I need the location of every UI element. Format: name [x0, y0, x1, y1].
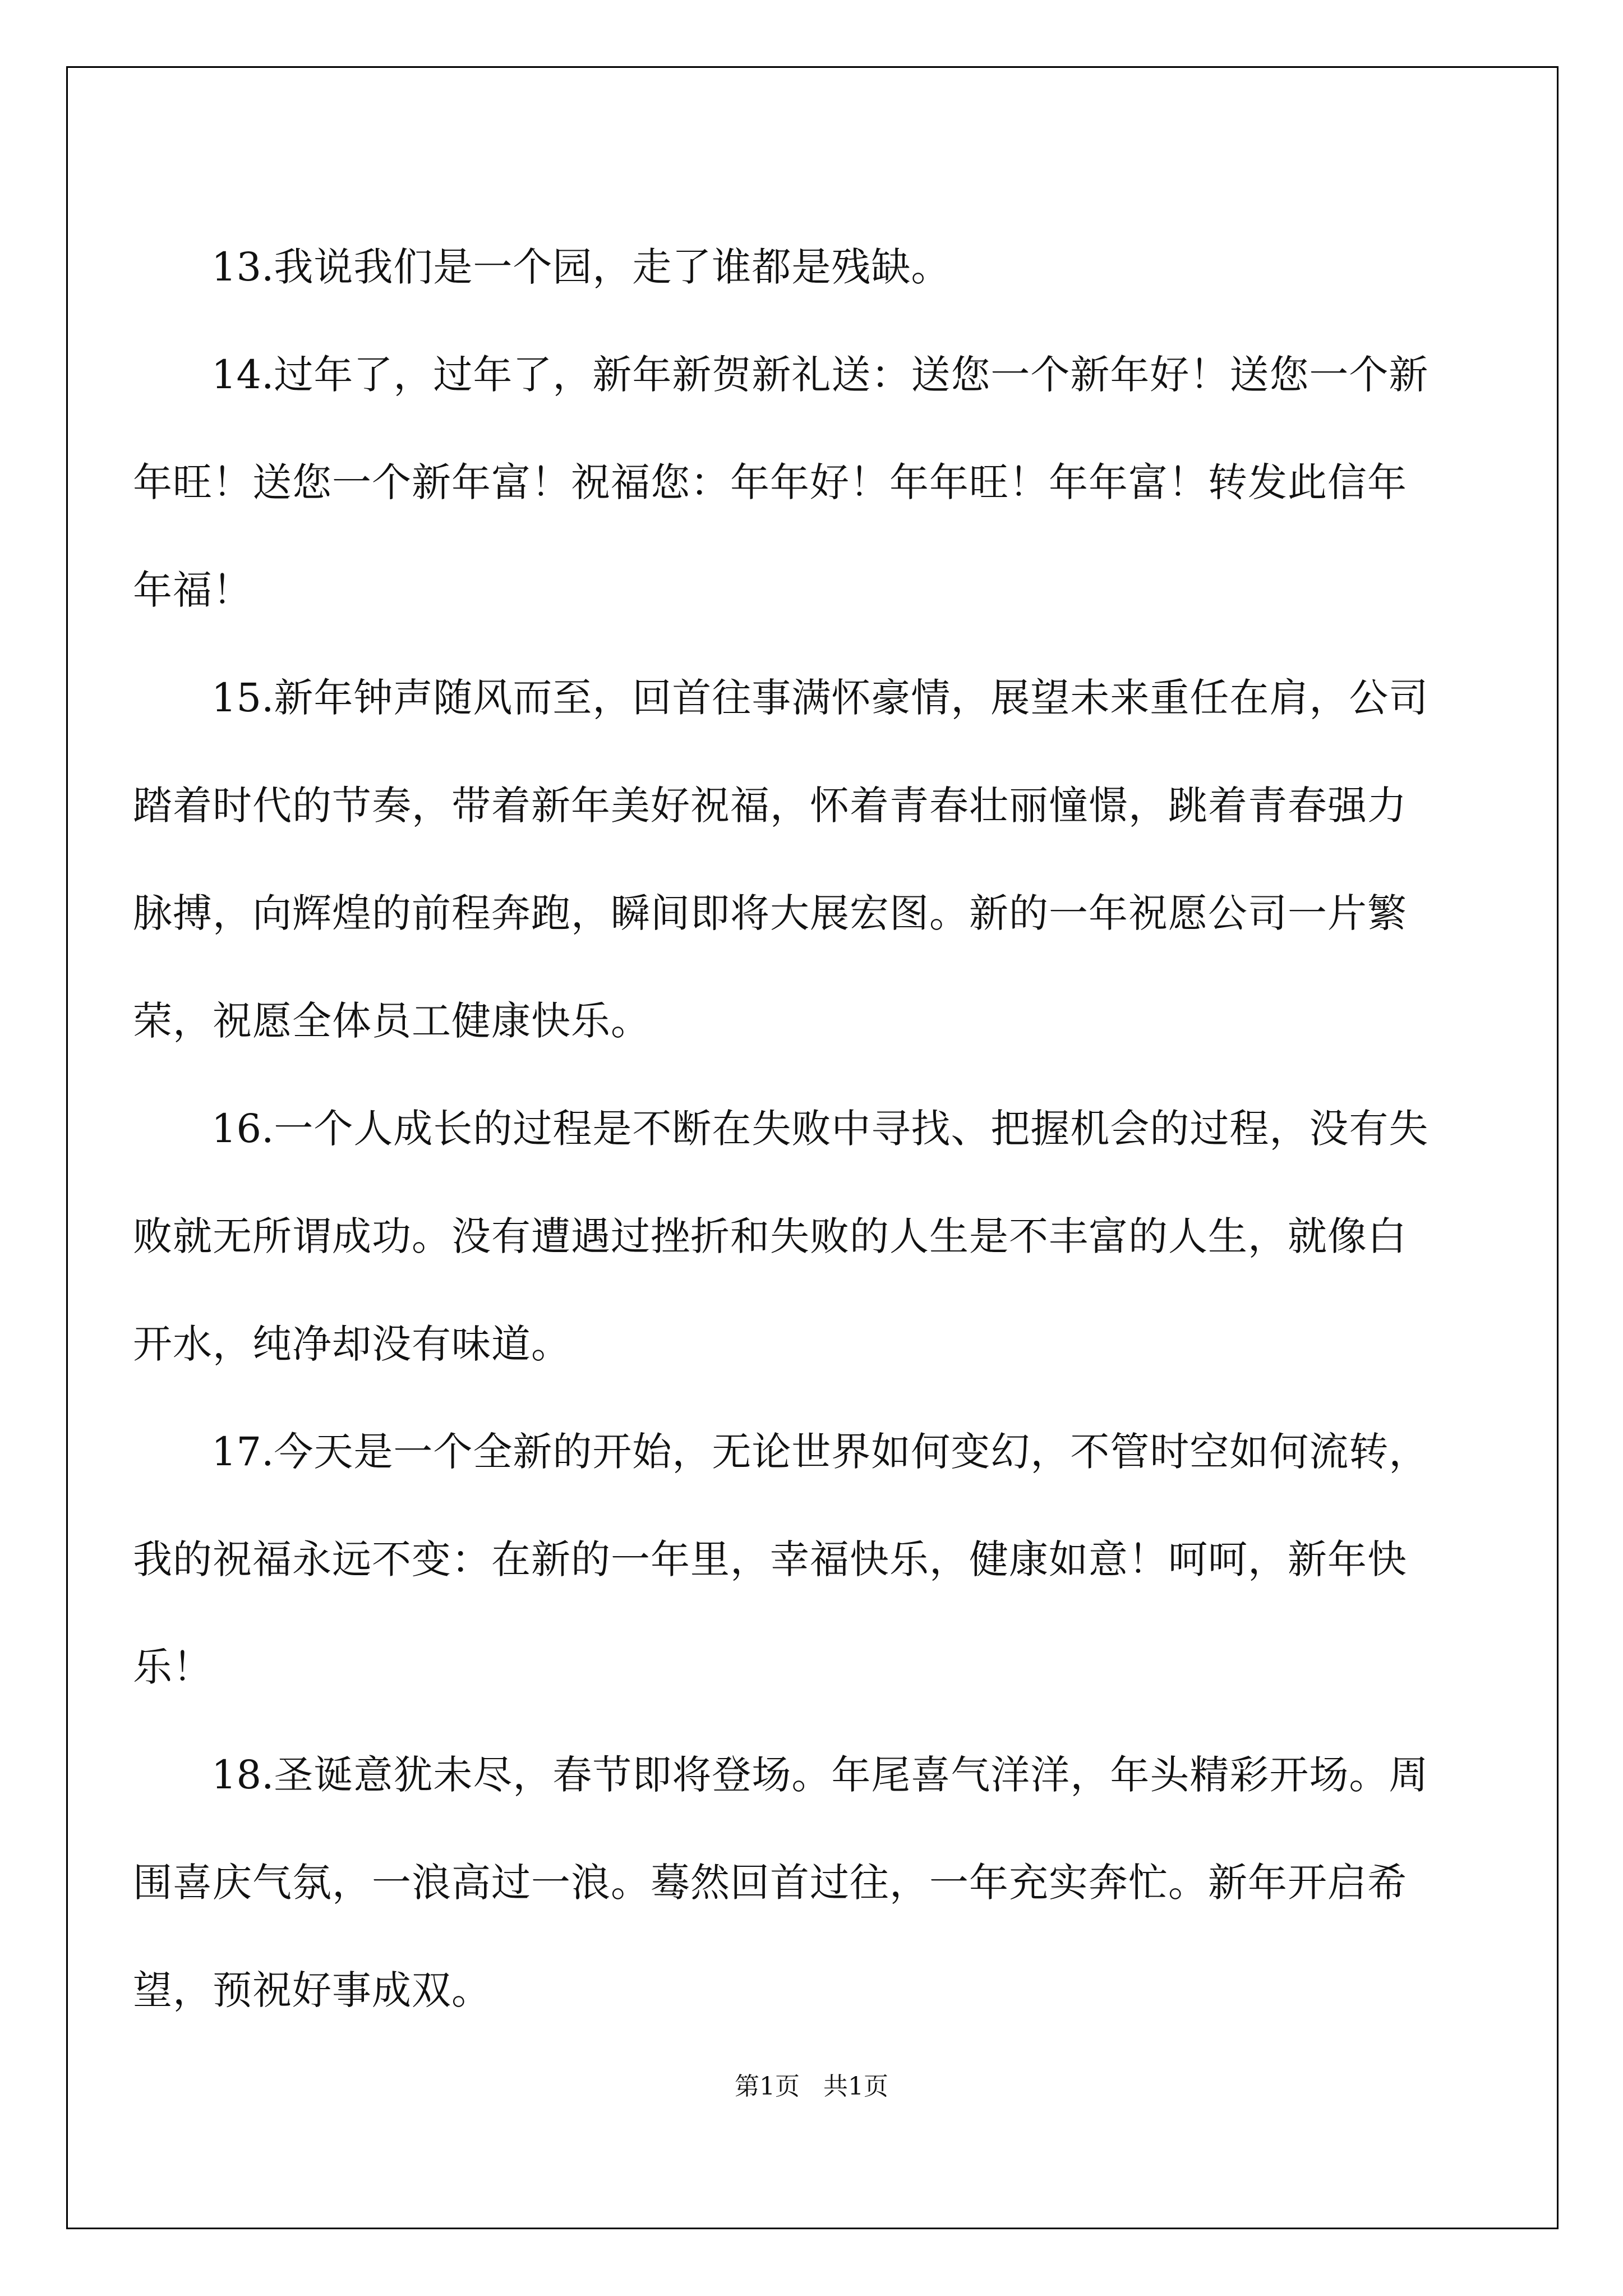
- paragraph-number: 16.: [211, 1106, 274, 1152]
- paragraph-13: [133, 213, 1430, 321]
- paragraph-14: [133, 321, 1430, 644]
- paragraph-number: 18.: [211, 1752, 274, 1798]
- paragraph-number: 17.: [211, 1429, 274, 1475]
- paragraph-17: [133, 1398, 1430, 1721]
- page-footer: 第1页 共1页: [735, 2072, 888, 2101]
- paragraph-text: 今天是一个全新的开始，无论世界如何变幻，不管时空如何流转，我的祝福永远不变：在新的一年里，幸福快乐，健康如意！呵呵，新年快乐！: [133, 1429, 1429, 1690]
- paragraph-number: 14.: [211, 352, 274, 398]
- paragraph-text: 过年了，过年了，新年新贺新礼送：送您一个新年好！送您一个新年旺！送您一个新年富！祝福您：年年好！年年旺！年年富！转发此信年年福！: [133, 352, 1429, 613]
- paragraph-text: 我说我们是一个园，走了谁都是残缺。: [274, 244, 951, 290]
- paragraph-15: [133, 644, 1430, 1075]
- paragraph-number: 13.: [211, 244, 274, 290]
- paragraph-text: 圣诞意犹未尽，春节即将登场。年尾喜气洋洋，年头精彩开场。周围喜庆气氛，一浪高过一浪。蓦然回首过往，一年充实奔忙。新年开启希望，预祝好事成双。: [133, 1752, 1429, 2013]
- document-body: [133, 213, 1430, 2044]
- paragraph-18: [133, 1721, 1430, 2044]
- paragraph-16: [133, 1075, 1430, 1398]
- paragraph-text: 一个人成长的过程是不断在失败中寻找、把握机会的过程，没有失败就无所谓成功。没有遭遇过挫折和失败的人生是不丰富的人生，就像白开水，纯净却没有味道。: [133, 1106, 1429, 1367]
- paragraph-number: 15.: [211, 675, 274, 721]
- paragraph-text: 新年钟声随风而至，回首往事满怀豪情，展望未来重任在肩，公司踏着时代的节奏，带着新年美好祝福，怀着青春壮丽憧憬，跳着青春强力脉搏，向辉煌的前程奔跑，瞬间即将大展宏图。新的一年祝愿公司一片繁荣，祝愿全体员工健康快乐。: [133, 675, 1429, 1044]
